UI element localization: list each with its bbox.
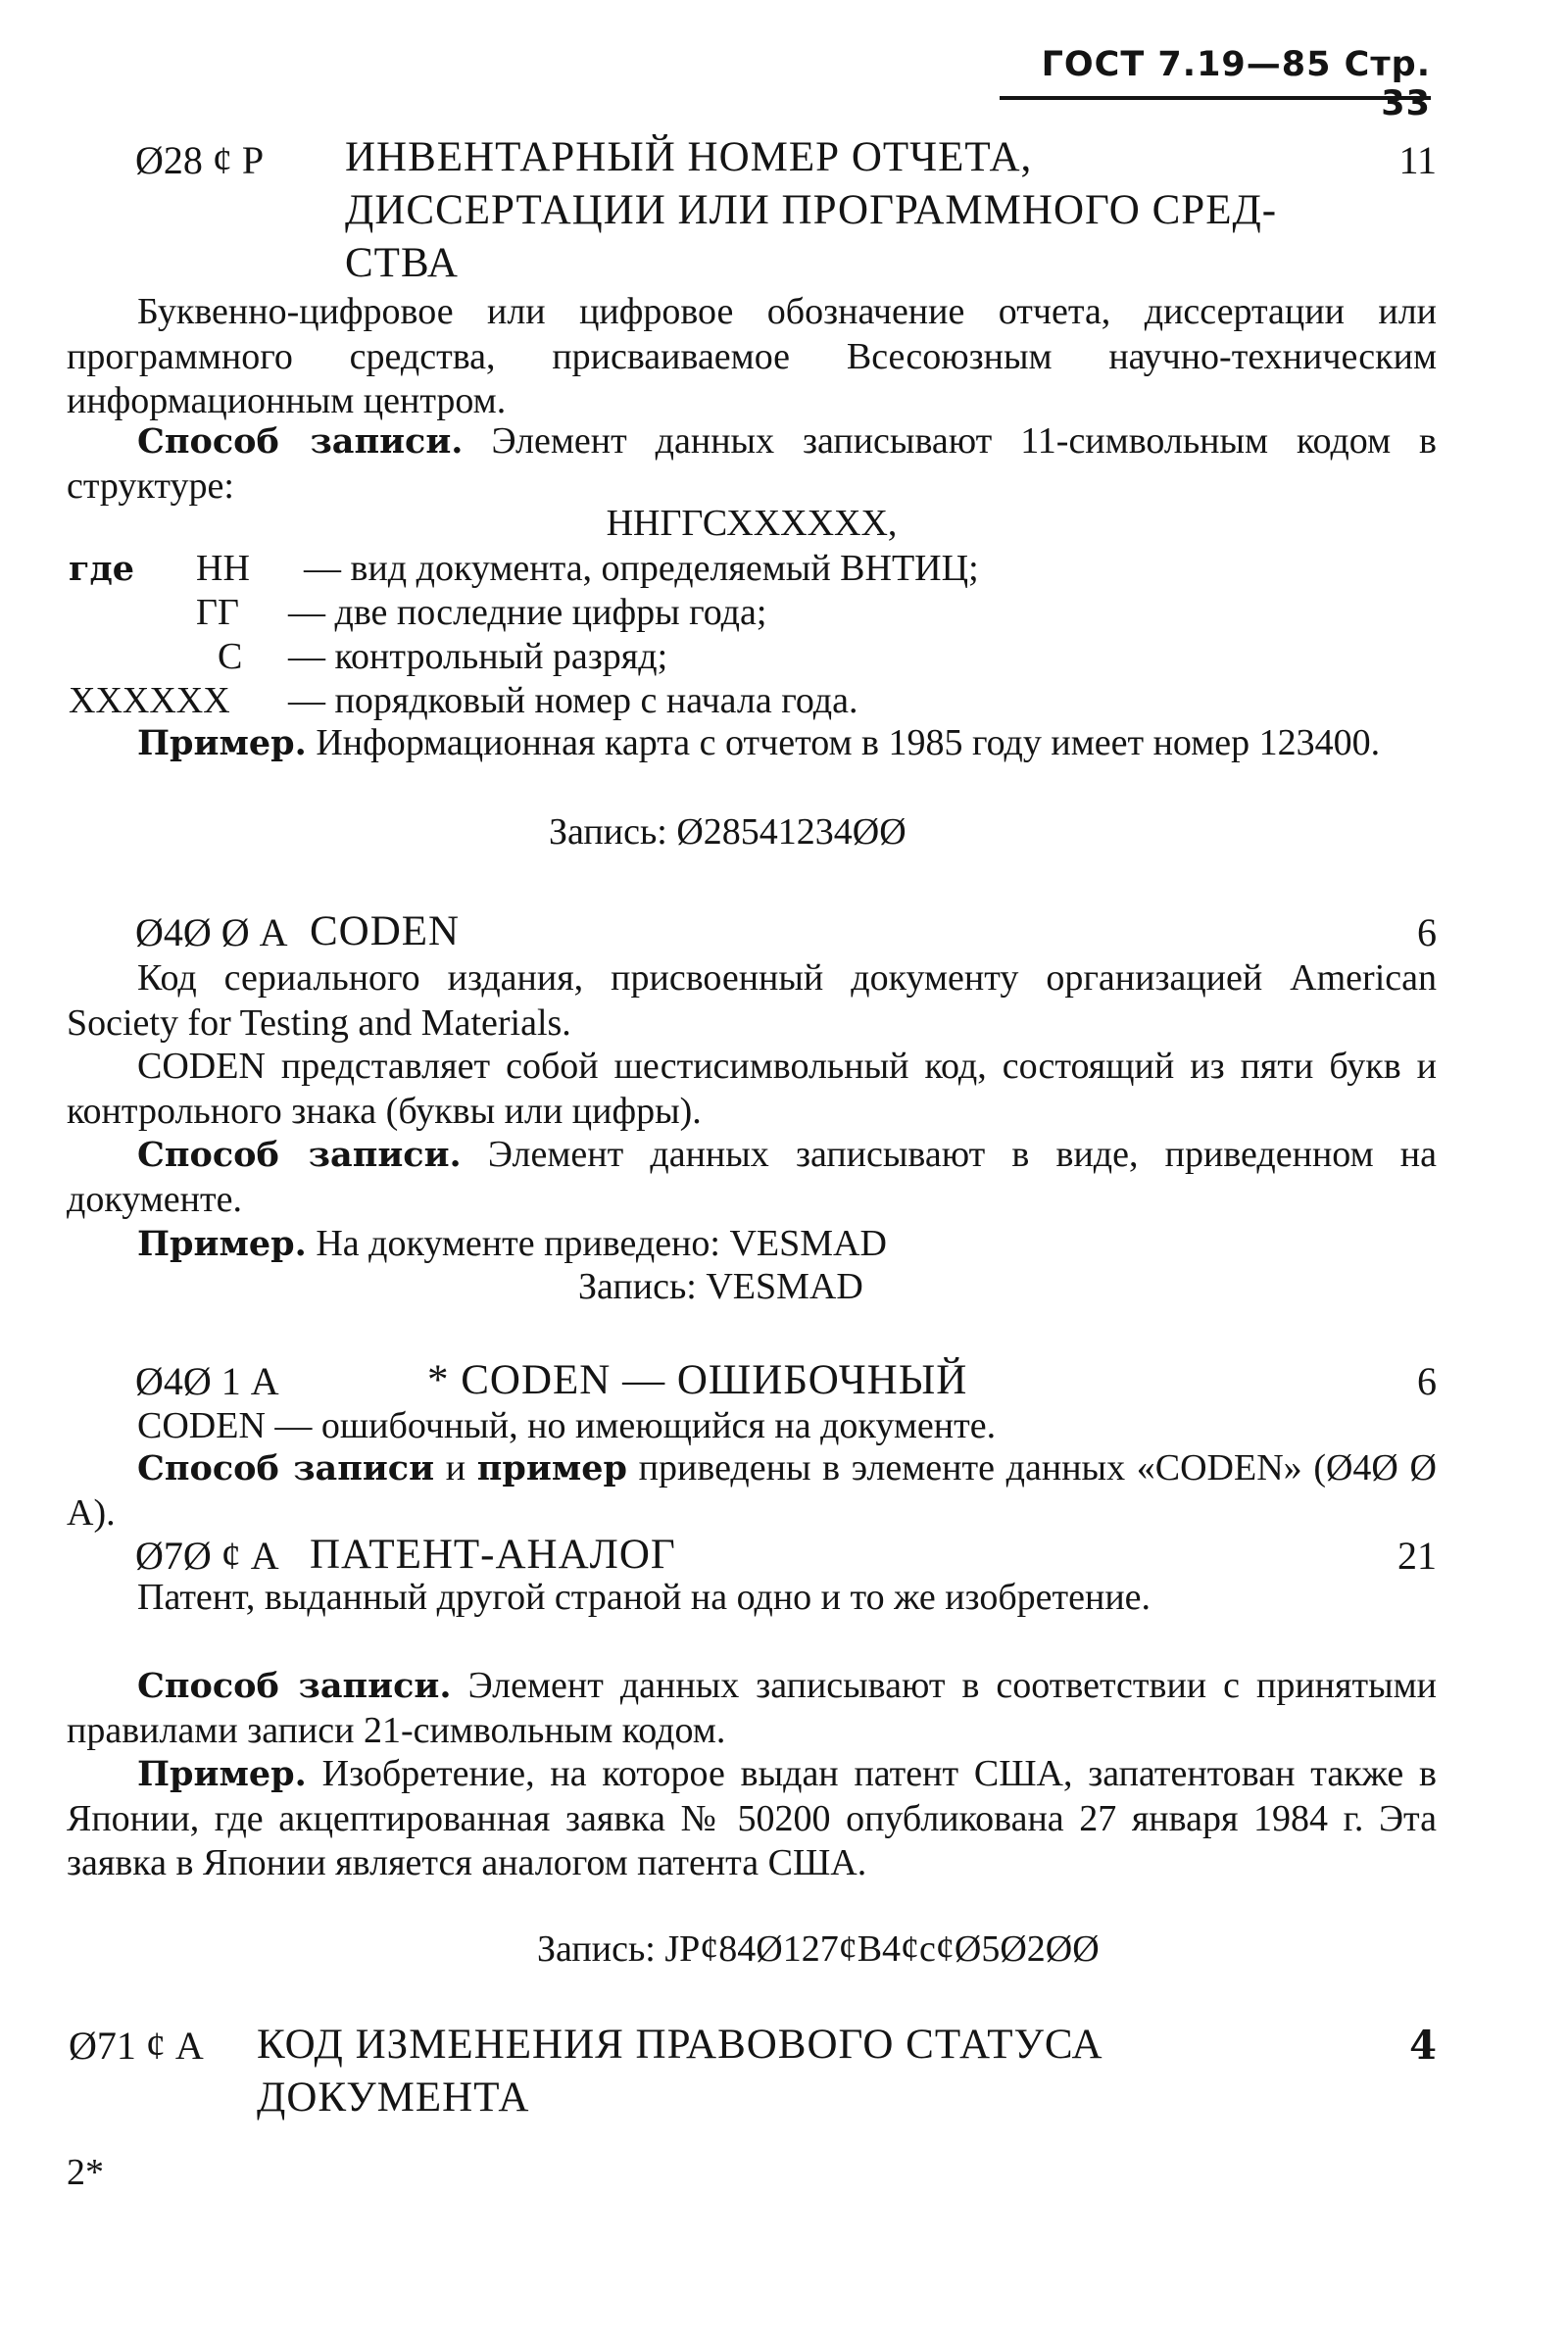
entry1-example-text: Информационная карта с отчетом в 1985 году имеет номер 123400. [316,722,1381,763]
entry3-and: и [445,1447,466,1488]
entry2-method-label: Способ записи. [137,1135,462,1175]
entry1-structure: НHГГСХХХХХХ, [606,503,898,544]
entry4-record: Запись: JP¢84Ø127¢B4¢c¢Ø5Ø2ØØ [537,1928,1100,1970]
entry4-example [67,1752,1437,1886]
entry2-description: Код сериального издания, присвоенный документу организацией American Society for Testing and Materials. [67,957,1437,1044]
entry5-code: Ø71 ¢ А [69,2024,204,2068]
where-text-2: — две последние цифры года; [288,592,767,633]
page-header [1000,45,1431,123]
where-sym-3: С [218,636,243,677]
entry2-method-text: Элемент данных записывают в виде, приведенном на документе. [67,1134,1437,1220]
entry3-length: 6 [1417,1359,1437,1403]
entry4-title: ПАТЕНТ-АНАЛОГ [310,1532,676,1578]
entry4-length: 21 [1397,1534,1437,1578]
entry3-description: CODEN — ошибочный, но имеющийся на документе. [137,1405,997,1446]
entry1-method-text: Элемент данных записывают 11-символьным кодом в структуре: [67,420,1438,507]
entry3-method-label: Способ записи [137,1448,435,1488]
entry5-title-line2: ДОКУМЕНТА [257,2074,530,2121]
entry4-code: Ø7Ø ¢ А [135,1534,279,1578]
entry2-length: 6 [1417,910,1437,954]
entry1-title-line1: ИНВЕНТАРНЫЙ НОМЕР ОТЧЕТА, [345,134,1033,180]
entry3-example-word: пример [476,1448,627,1488]
entry1-method [67,419,1437,509]
entry2-record: Запись: VESMAD [578,1266,863,1307]
entry3-method [67,1446,1437,1536]
entry2-example-text: На документе приведено: VESMAD [316,1223,887,1264]
entry1-record: Запись: Ø28541234ØØ [549,811,906,853]
entry1-example-label: Пример. [137,723,307,763]
where-text-3: — контрольный разряд; [288,636,668,677]
entry4-example-label: Пример. [137,1754,307,1794]
entry3-title: * CODEN — ОШИБОЧНЫЙ [427,1357,968,1403]
entry2-code: Ø4Ø Ø А [135,910,288,954]
entry2-example-label: Пример. [137,1224,307,1264]
entry4-description: Патент, выданный другой страной на одно и то же изобретение. [137,1577,1152,1618]
entry1-method-label: Способ записи. [137,421,464,462]
entry5-length: 4 [1409,2023,1437,2069]
entry3-method-text: приведены в элементе данных «CODEN» (Ø4Ø Ø А). [67,1447,1437,1534]
where-sym-2: ГГ [196,592,239,633]
signature-mark: 2* [67,2152,104,2193]
entry3-code: Ø4Ø 1 А [135,1359,279,1403]
entry2-title: CODEN [310,908,461,954]
entry4-method-text: Элемент данных записывают в соответствии с принятыми правилами записи 21-символьным кодом. [67,1665,1438,1751]
entry4-example-text: Изобретение, на которое выдан патент США, запатентован также в Японии, где акцептированная заявка № 50200 опубликована 27 января 1984 г. Эта заявка в Японии является аналогом патента США. [67,1753,1438,1883]
entry2-method [67,1133,1437,1222]
entry1-code: Ø28 ¢ Р [135,138,265,182]
entry4-method [67,1664,1437,1753]
entry1-title-line3: СТВА [345,240,459,286]
where-text-1: — вид документа, определяемый ВНТИЦ; [304,548,979,589]
entry1-length: 11 [1398,138,1437,182]
entry2-example [137,1221,887,1267]
entry2-description2: CODEN представляет собой шестисимвольный код, состоящий из пяти букв и контрольного знака (буквы или цифры). [67,1046,1437,1132]
entry4-method-label: Способ записи. [137,1666,452,1706]
where-sym-4: XXXXXX [69,680,230,721]
entry5-title-line1: КОД ИЗМЕНЕНИЯ ПРАВОВОГО СТАТУСА [257,2022,1103,2068]
where-sym-1: НН [196,548,250,589]
entry1-example [67,721,1437,766]
header-rule [1000,96,1431,100]
entry1-where-label: где [69,549,135,589]
entry1-title-line2: ДИССЕРТАЦИИ ИЛИ ПРОГРАММНОГО СРЕД- [345,187,1278,233]
entry1-description: Буквенно-цифровое или цифровое обозначение отчета, диссертации или программного средства, присваиваемое Всесоюзным научно-техническим информационным центром. [67,291,1437,421]
header-text: ГОСТ 7.19—85 Стр. 33 [1041,45,1431,123]
where-text-4: — порядковый номер с начала года. [288,680,858,721]
